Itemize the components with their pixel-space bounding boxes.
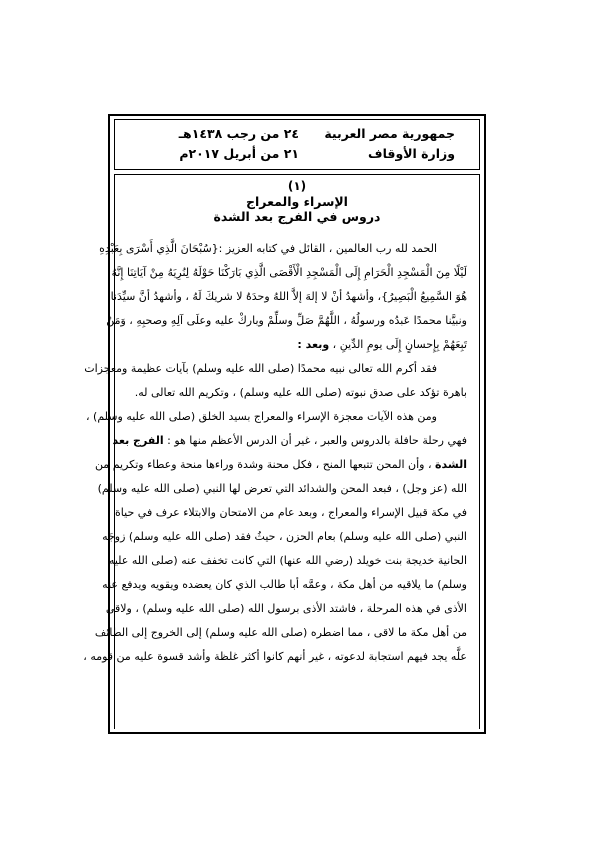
- sermon-body: [83, 174, 480, 729]
- text-line: علَّه يجد فيهم استجابة لدعوته ، غير أنهم كانوا أكثر غلظة وأشد قسوة عليه من قومه ،: [83, 650, 467, 663]
- wabaad-bold: وبعد :: [297, 338, 330, 351]
- text-line: الحانية خديجة بنت خويلد (رضي الله عنها) التي كانت تخفف عنه (صلى الله عليه: [108, 554, 467, 567]
- sermon-titles: [115, 179, 479, 224]
- text-line: [112, 429, 467, 453]
- text-line: النبي (صلى الله عليه وسلم) بعام الحزن ، حيثُ فقد (صلى الله عليه وسلم) زوجَه: [102, 530, 467, 543]
- text-line: الأذى في هذه المرحلة ، فاشتد الأذى برسول الله (صلى الله عليه وسلم) ، ولاقى: [105, 602, 467, 615]
- faraj-bold-1: الفرج بعد: [112, 434, 164, 447]
- text-line: ومن هذه الآيات معجزة الإسراء والمعراج بسيد الخلق (صلى الله عليه وسلم) ،: [86, 410, 437, 423]
- text-line: هُوَ السَّمِيعُ الْبَصِيرُ}، وأشهدُ أنْ لا إلهَ إلاَّ اللهُ وحدَهُ لا شريكَ لَهُ ، وأشهدُ أنَّ سيِّدَنا: [110, 290, 467, 303]
- gregorian-date: ٢١ من أبريل ٢٠١٧م: [179, 146, 299, 161]
- text-line: باهرة تؤكد على صدق نبوته (صلى الله عليه وسلم) ، وتكريم الله تعالى له.: [134, 386, 467, 399]
- text-line: [94, 453, 467, 477]
- text-line: وسلم) ما يلاقيه من أهل مكة ، وعمَّه أبا طالب الذي كان يعضده ويقويه ويدفع عنه: [102, 578, 467, 591]
- text-segment: فهي رحلة حافلة بالدروس والعبر ، غير أن الدرس الأعظم منها هو :: [163, 434, 467, 447]
- sermon-title: الإسراء والمعراج: [246, 194, 348, 209]
- text-segment: تَبِعَهُمْ بِإِحسانٍ إِلَى يومِ الدِّينِ ،: [329, 338, 467, 351]
- text-line: في مكة قبيل الإسراء والمعراج ، وبعد عام من الامتحان والابتلاء عرف في حياة: [115, 506, 467, 519]
- text-line: الله (عز وجل) ، فبعد المحن والشدائد التي تعرض لها النبي (صلى الله عليه وسلم): [97, 482, 467, 495]
- sermon-subtitle: دروس في الفرج بعد الشدة: [213, 209, 381, 224]
- ministry-name: وزارة الأوقاف: [368, 146, 455, 161]
- text-line: [127, 333, 467, 357]
- text-line: لَيْلًا مِنَ الْمَسْجِدِ الْحَرَامِ إِلَى الْمَسْجِدِ الْأَقْصَى الَّذِي بَارَكْنَا حَوْلَهُ لِنُرِيَهُ مِنْ آيَاتِنَا إِنَّهُ: [111, 266, 467, 279]
- text-line: الحمد لله رب العالمين ، القائل في كتابه العزيز :{سُبْحَانَ الَّذِي أَسْرَى بِعَبْدِهِ: [99, 242, 437, 255]
- text-segment: ، وأن المحن تتبعها المنح ، فكل محنة وشدة وراءها منحة وعطاء وتكريم من: [94, 458, 432, 471]
- document-header: [114, 119, 480, 170]
- sermon-text: [83, 237, 467, 669]
- text-line: ونبيَّنا محمدًا عَبدُه ورسولُهُ ، اللَّهُمَّ صَلِّ وسلِّمْ وباركْ عليه وعلَى آلِهِ وصحبِهِ ، وَمَنْ: [106, 314, 467, 327]
- text-line: فقد أكرم الله تعالى نبيه محمدًا (صلى الله عليه وسلم) بآيات عظيمة ومعجزات: [84, 362, 437, 375]
- text-line: من أهل مكة ما لاقى ، مما اضطره (صلى الله عليه وسلم) إلى الخروج إلى الطائف: [94, 626, 467, 639]
- hijri-date: ٢٤ من رجب ١٤٣٨هـ: [178, 126, 299, 141]
- ministry-country: جمهورية مصر العربية: [324, 126, 455, 141]
- faraj-bold-2: الشدة: [435, 458, 467, 471]
- sermon-number: (١): [287, 179, 307, 193]
